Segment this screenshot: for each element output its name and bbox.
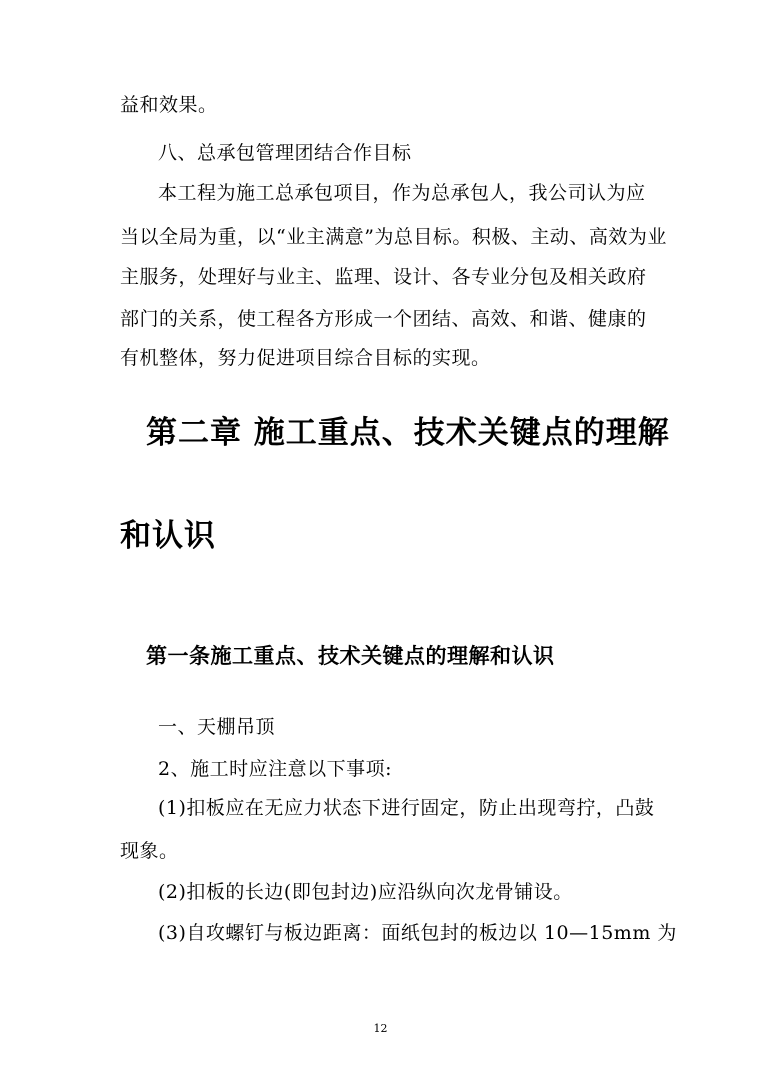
paragraph-line: 主服务，处理好与业主、监理、设计、各专业分包及相关政府	[120, 266, 647, 288]
paragraph-line: 部门的关系，使工程各方形成一个团结、高效、和谐、健康的	[120, 308, 647, 330]
paragraph-line: 当以全局为重，以“业主满意”为总目标。积极、主动、高效为业	[120, 226, 667, 248]
list-item: (2)扣板的长边(即包封边)应沿纵向次龙骨铺设。	[158, 881, 573, 903]
chapter-title-line-1: 第二章 施工重点、技术关键点的理解	[146, 415, 670, 451]
subheading-line: 八、总承包管理团结合作目标	[158, 142, 412, 164]
list-item-continuation: 现象。	[120, 840, 179, 862]
page-number: 12	[373, 1022, 388, 1035]
paragraph-line: 益和效果。	[120, 94, 218, 116]
paragraph-line: 有机整体，努力促进项目综合目标的实现。	[120, 347, 491, 369]
list-item: (3)自攻螺钉与板边距离：面纸包封的板边以 10—15mm 为	[158, 922, 677, 944]
paragraph-line: 本工程为施工总承包项目，作为总承包人，我公司认为应	[158, 182, 646, 204]
list-item: (1)扣板应在无应力状态下进行固定，防止出现弯拧，凸鼓	[158, 797, 655, 819]
list-item: 2、施工时应注意以下事项:	[158, 758, 392, 780]
section-title: 第一条施工重点、技术关键点的理解和认识	[146, 643, 555, 668]
list-item: 一、天棚吊顶	[158, 716, 276, 738]
chapter-title-line-2: 和认识	[120, 518, 216, 554]
